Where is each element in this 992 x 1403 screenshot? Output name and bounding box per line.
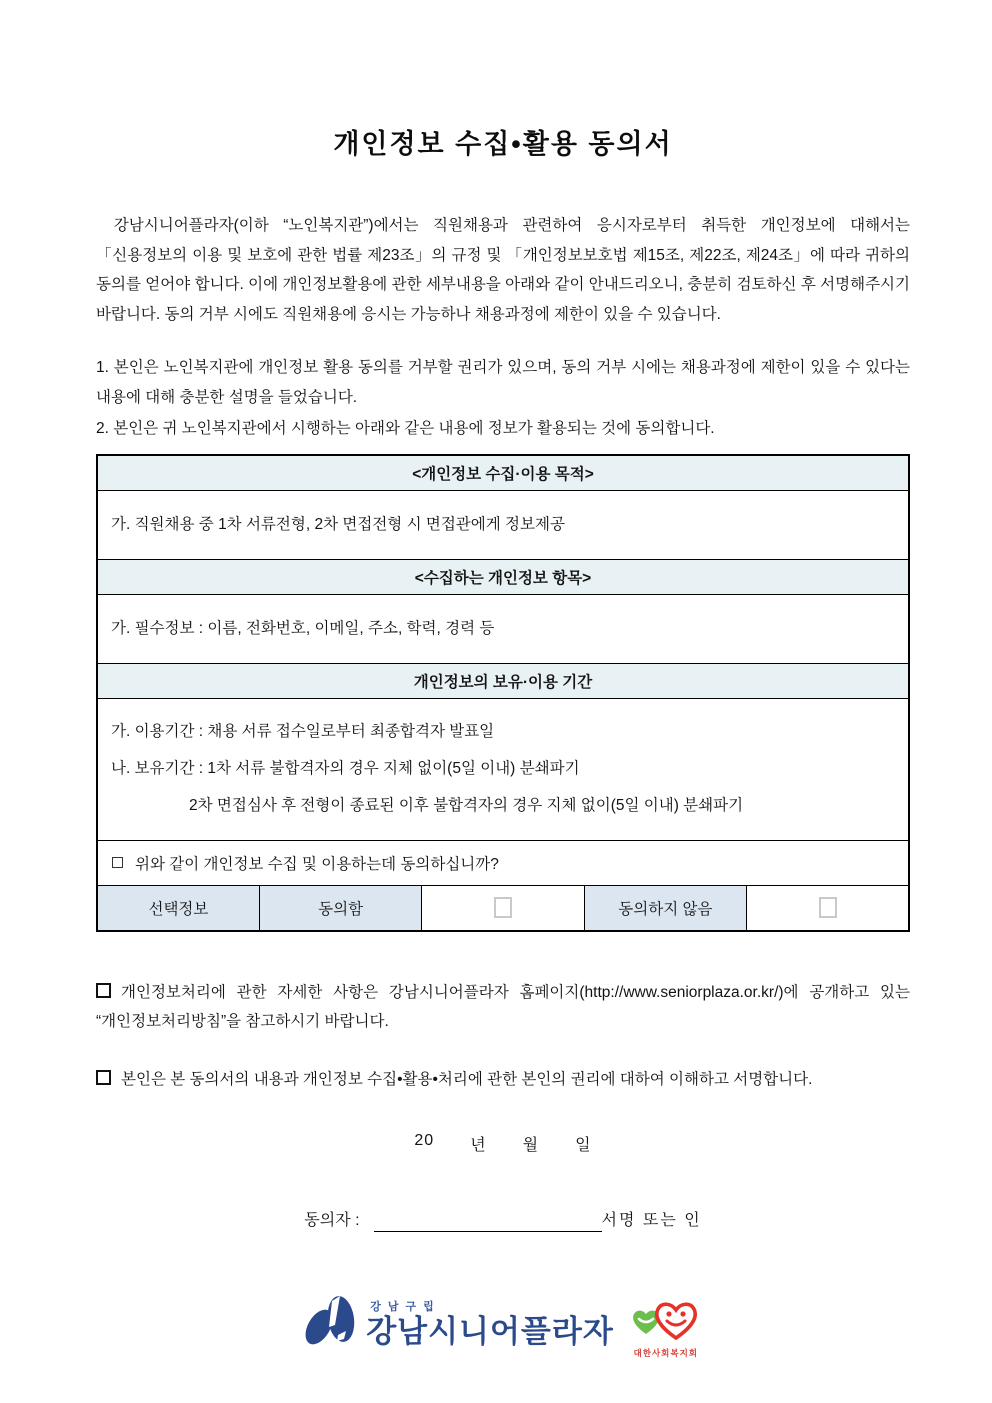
- retention-section-content: [97, 698, 909, 840]
- agree-checkbox[interactable]: [494, 897, 512, 918]
- items-line: 가. 필수정보 : 이름, 전화번호, 이메일, 주소, 학력, 경력 등: [111, 619, 495, 637]
- date-year-prefix: 20: [414, 1132, 435, 1149]
- hearts-logo-icon: [630, 1298, 702, 1347]
- notice-item-2: 2. 본인은 귀 노인복지관에서 시행하는 아래와 같은 내용에 정보가 활용되는 것에 동의합니다.: [96, 420, 715, 437]
- signature-blank-field[interactable]: [374, 1211, 602, 1232]
- date-day-label: 일: [575, 1137, 592, 1154]
- logo-district-text: 강남구립: [370, 1301, 441, 1313]
- agree-checkbox-cell: [422, 885, 584, 931]
- table-row: [97, 663, 909, 698]
- purpose-section-header: <개인정보 수집·이용 목적>: [97, 455, 909, 491]
- choice-category-cell: 선택정보: [97, 885, 259, 931]
- acknowledgement-footnote-text: 본인은 본 동의서의 내용과 개인정보 수집•활용•처리에 관한 본인의 권리에 대하여 이해하고 서명합니다.: [121, 1070, 813, 1088]
- privacy-policy-footnote-text: 개인정보처리에 관한 자세한 사항은 강남시니어플라자 홈페이지(http://www.seniorplaza.or.kr/)에 공개하고 있는 “개인정보처리방침”을 참고하시기 바랍니다.: [96, 983, 910, 1030]
- acknowledgement-footnote: [96, 1065, 910, 1095]
- date-month-label: 월: [522, 1137, 540, 1154]
- partner-name-text: 대한사회복지회: [633, 1348, 699, 1358]
- disagree-checkbox[interactable]: [819, 897, 837, 918]
- consent-question-cell: [97, 840, 909, 885]
- retention-line-3: 2차 면접심사 후 전형이 종료된 이후 불합격자의 경우 지체 없이(5일 이내) 분쇄파기: [189, 796, 744, 814]
- logo-name-text: 강남시니어플라자: [366, 1314, 614, 1349]
- signature-line: [96, 1207, 910, 1232]
- items-section-header: <수집하는 개인정보 항목>: [97, 559, 909, 594]
- purpose-section-content: [97, 490, 909, 559]
- retention-line-2: 나. 보유기간 : 1차 서류 불합격자의 경우 지체 없이(5일 이내) 분쇄파기: [111, 759, 580, 777]
- purpose-line: 가. 직원채용 중 1차 서류전형, 2차 면접전형 시 면접관에게 정보제공: [111, 515, 565, 533]
- notice-item-1: 1. 본인은 노인복지관에 개인정보 활용 동의를 거부할 권리가 있으며, 동의 거부 시에는 채용과정에 제한이 있을 수 있다는 내용에 대해 충분한 설명을 들었습니다.: [96, 359, 910, 406]
- square-bullet-icon: [112, 857, 123, 868]
- items-section-content: [97, 594, 909, 663]
- table-row: [97, 594, 909, 663]
- square-bullet-icon: [96, 983, 111, 998]
- gangnam-senior-plaza-logo-icon: [304, 1291, 358, 1356]
- notice-list: [96, 353, 910, 444]
- date-line: [96, 1132, 910, 1155]
- retention-section-header: 개인정보의 보유·이용 기간: [97, 663, 909, 698]
- table-row: [97, 455, 909, 491]
- consent-question-text: 위와 같이 개인정보 수집 및 이용하는데 동의하십니까?: [135, 855, 499, 873]
- disagree-label-cell: 동의하지 않음: [584, 885, 746, 931]
- choice-row: [97, 885, 909, 931]
- logo-text-block: [366, 1298, 614, 1349]
- disagree-checkbox-cell: [747, 885, 909, 931]
- signature-suffix: 서명 또는 인: [601, 1212, 702, 1229]
- consent-table: [96, 454, 910, 932]
- page-title: 개인정보 수집•활용 동의서: [333, 129, 673, 159]
- table-row: [97, 490, 909, 559]
- agree-label-cell: 동의함: [259, 885, 421, 931]
- table-row: [97, 840, 909, 885]
- retention-line-1: 가. 이용기간 : 채용 서류 접수일로부터 최종합격자 발표일: [111, 722, 495, 740]
- square-bullet-icon: [96, 1070, 111, 1085]
- privacy-policy-footnote: [96, 978, 910, 1037]
- organization-logo: [96, 1288, 910, 1359]
- date-year-label: 년: [470, 1137, 487, 1154]
- table-row: [97, 698, 909, 840]
- partner-logo-block: [630, 1298, 702, 1359]
- signer-label: 동의자 :: [304, 1212, 360, 1229]
- intro-paragraph: 강남시니어플라자(이하 “노인복지관”)에서는 직원채용과 관련하여 응시자로부터 취득한 개인정보에 대해서는 「신용정보의 이용 및 보호에 관한 법률 제23조」의 규정 및 「개인정보보호법 제15조, 제22조, 제24조」에 따라 귀하의 동의를 얻어야 합니다. 이에 개인정보활용에 관한 세부내용을 아래와 같이 안내드리오니, 충분히 검토하신 후 서명해주시기 바랍니다. 동의 거부 시에도 직원채용에 응시는 가능하나 채용과정에 제한이 있을 수 있습니다.: [96, 217, 910, 323]
- table-row: [97, 559, 909, 594]
